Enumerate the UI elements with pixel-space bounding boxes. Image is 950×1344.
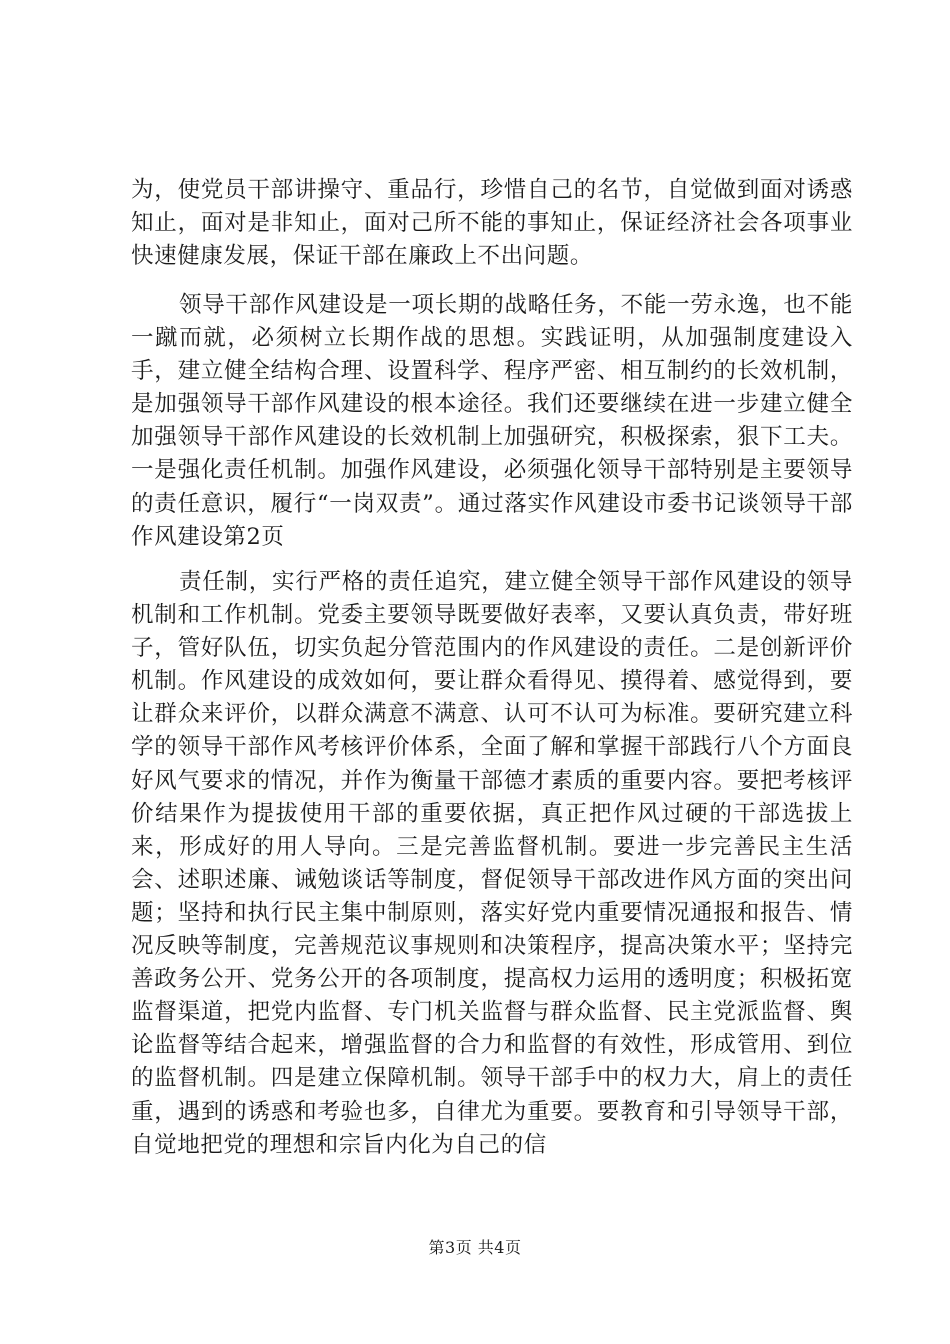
page-number-footer: 第3页 共4页 (428, 1238, 522, 1257)
paragraph-continuation: 为，使党员干部讲操守、重品行，珍惜自己的名节，自觉做到面对诱惑知止，面对是非知止，面对己所不能的事知止，保证经济社会各项事业快速健康发展，保证干部在廉政上不出问题。 (131, 177, 853, 270)
paragraph-work-style-construction: 领导干部作风建设是一项长期的战略任务，不能一劳永逸，也不能一蹴而就，必须树立长期作战的思想。实践证明，从加强制度建设入手，建立健全结构合理、设置科学、程序严密、相互制约的长效机制，是加强领导干部作风建设的根本途径。我们还要继续在进一步建立健全加强领导干部作风建设的长效机制上加强研究，积极探索，狠下工夫。一是强化责任机制。加强作风建设，必须强化领导干部特别是主要领导的责任意识，履行“一岗双责”。通过落实作风建设市委书记谈领导干部作风建设第2页 (131, 292, 853, 550)
paragraph-responsibility-system: 责任制，实行严格的责任追究，建立健全领导干部作风建设的领导机制和工作机制。党委主要领导既要做好表率，又要认真负责，带好班子，管好队伍，切实负起分管范围内的作风建设的责任。二是创新评价机制。作风建设的成效如何，要让群众看得见、摸得着、感觉得到，要让群众来评价，以群众满意不满意、认可不认可为标准。要研究建立科学的领导干部作风考核评价体系，全面了解和掌握干部践行八个方面良好风气要求的情况，并作为衡量干部德才素质的重要内容。要把考核评价结果作为提拔使用干部的重要依据，真正把作风过硬的干部选拔上来，形成好的用人导向。三是完善监督机制。要进一步完善民主生活会、述职述廉、诫勉谈话等制度，督促领导干部改进作风方面的突出问题；坚持和执行民主集中制原则，落实好党内重要情况通报和报告、情况反映等制度，完善规范议事规则和决策程序，提高决策水平；坚持完善政务公开、党务公开的各项制度，提高权力运用的透明度；积极拓宽监督渠道，把党内监督、专门机关监督与群众监督、民主党派监督、舆论监督等结合起来，增强监督的合力和监督的有效性，形成管用、到位的监督机制。四是建立保障机制。领导干部手中的权力大，肩上的责任重，遇到的诱惑和考验也多，自律尤为重要。要教育和引导领导干部，自觉地把党的理想和宗旨内化为自己的信 (131, 569, 853, 1158)
